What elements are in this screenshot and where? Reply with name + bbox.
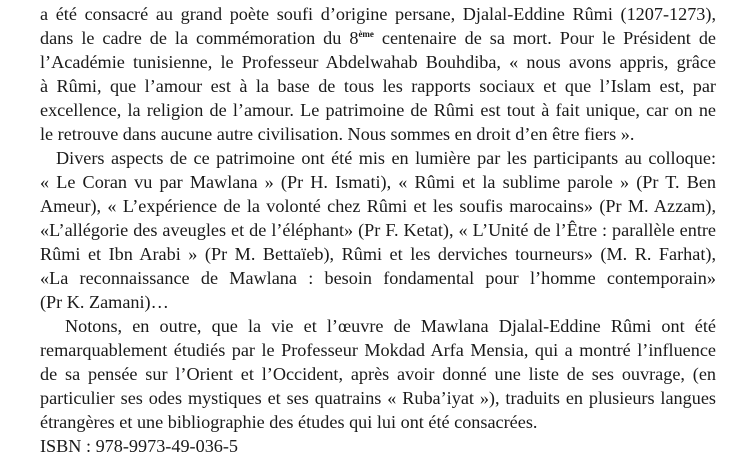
paragraph1-line2-end: centenaire de sa mort. Pour le Président de <box>373 28 717 48</box>
footer-isbn-partial: ISBN : 978-9973-49-036-5 <box>40 436 239 456</box>
paragraph2-line4: «L’allégorie des aveugles et de l’éléphant» (Pr F. Ketat), « L’Unité de l’Être : parallèle entre <box>40 220 716 240</box>
paragraph3-line1: Notons, en outre, que la vie et l’œuvre de Mawlana Djalal-Eddine Rûmi ont été <box>65 316 716 336</box>
paragraph2-line3: Ameur), « L’expérience de la volonté chez Rûmi et les soufis marocains» (Pr M. Azzam), <box>40 196 716 216</box>
paragraph2-line6: «La reconnaissance de Mawlana : besoin fondamental pour l’homme contemporain» <box>40 268 716 288</box>
paragraph1-line2-start: dans le cadre de la commémoration du 8 <box>40 28 359 48</box>
paragraph1-line5: excellence, la religion de l’amour. Le patrimoine de Rûmi est tout à fait unique, car on ne <box>40 100 716 120</box>
paragraph1-line1: a été consacré au grand poète soufi d’origine persane, Djalal-Eddine Rûmi (1207-1273), <box>40 4 716 24</box>
paragraph2-line2: « Le Coran vu par Mawlana » (Pr H. Ismati), « Rûmi et la sublime parole » (Pr T. Ben <box>40 172 716 192</box>
paragraph1-line6: le retrouve dans aucune autre civilisation. Nous sommes en droit d’en être fiers ». <box>40 124 635 144</box>
paragraph3-line4: particulier ses odes mystiques et ses quatrains « Ruba’iyat »), traduits en plusieurs langues <box>40 388 716 408</box>
paragraph1-line4: à Rûmi, que l’amour est à la base de tous les rapports sociaux et que l’Islam est, par <box>40 76 716 96</box>
paragraph2-line5: Rûmi et Ibn Arabi » (Pr M. Bettaïeb), Rûmi et les derviches tourneurs» (M. R. Farhat), <box>40 244 716 264</box>
paragraph3-line5: étrangères et une bibliographie des études qui lui ont été consacrées. <box>40 412 538 432</box>
paragraph2-line1: Divers aspects de ce patrimoine ont été mis en lumière par les participants au colloque: <box>56 148 716 168</box>
paragraph3-line3: de sa pensée sur l’Orient et l’Occident, après avoir donné une liste de ses ouvrage, (en <box>40 364 716 384</box>
paragraph1-line2 <box>40 26 716 50</box>
ordinal-superscript: ème <box>358 28 374 39</box>
paragraph2-line7: (Pr K. Zamani)… <box>40 292 169 312</box>
paragraph3-line2: remarquablement étudiés par le Professeur Mokdad Arfa Mensia, qui a montré l’influence <box>40 340 716 360</box>
paragraph1-line3: l’Académie tunisienne, le Professeur Abdelwahab Bouhdiba, « nous avons appris, grâce <box>40 52 716 72</box>
